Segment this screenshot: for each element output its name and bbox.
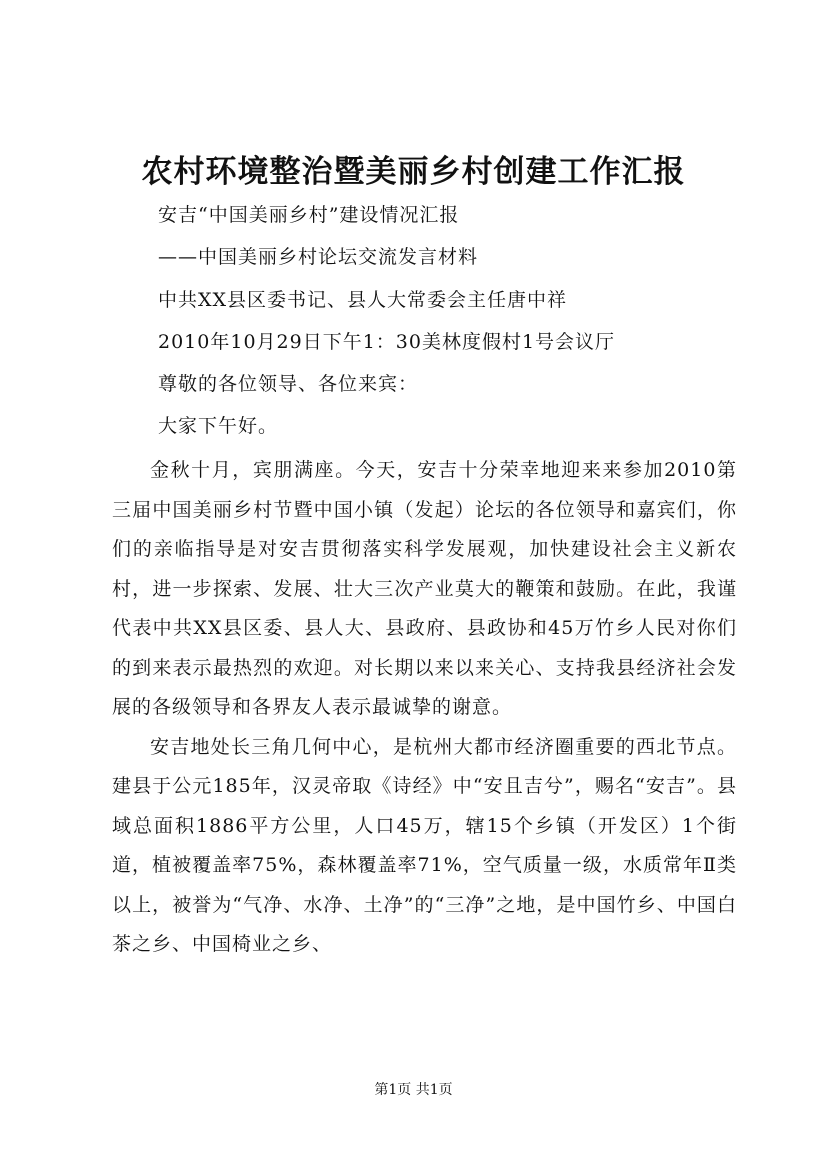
forum-material-line: ——中国美丽乡村论坛交流发言材料 <box>158 246 479 268</box>
salutation: 尊敬的各位领导、各位来宾： <box>158 373 419 395</box>
paragraph-introduction: 安吉地处长三角几何中心，是杭州大都市经济圈重要的西北节点。建县于公元185年，汉灵帝取《诗经》中“安且吉兮”，赐名“安吉”。县域总面积1886平方公里，人口45万，辖15个乡镇（开发区）1个街道，植被覆盖率75%，森林覆盖率71%，空气质量一级，水质常年Ⅱ类以上，被誉为“气净、水净、土净”的“三净”之地，是中国竹乡、中国白茶之乡、中国椅业之乡、 <box>112 735 737 955</box>
body-text <box>112 451 737 965</box>
paragraph-welcome: 金秋十月，宾朋满座。今天，安吉十分荣幸地迎来来参加2010第三届中国美丽乡村节暨中国小镇（发起）论坛的各位领导和嘉宾们，你们的亲临指导是对安吉贯彻落实科学发展观，加快建设社会主义新农村，进一步探索、发展、壮大三次产业莫大的鞭策和鼓励。在此，我谨代表中共XX县区委、县人大、县政府、县政协和45万竹乡人民对你们的到来表示最热烈的欢迎。对长期以来以来关心、支持我县经济社会发展的各级领导和各界友人表示最诚挚的谢意。 <box>112 459 737 718</box>
greeting: 大家下午好。 <box>158 415 279 437</box>
page-footer: 第1页 共1页 <box>374 1082 453 1098</box>
date-venue-line: 2010年10月29日下午1：30美林度假村1号会议厅 <box>158 331 616 353</box>
speaker-line: 中共XX县区委书记、县人大常委会主任唐中祥 <box>158 289 568 311</box>
report-subtitle: 安吉“中国美丽乡村”建设情况汇报 <box>158 204 460 226</box>
document-title: 农村环境整治暨美丽乡村创建工作汇报 <box>141 154 686 190</box>
